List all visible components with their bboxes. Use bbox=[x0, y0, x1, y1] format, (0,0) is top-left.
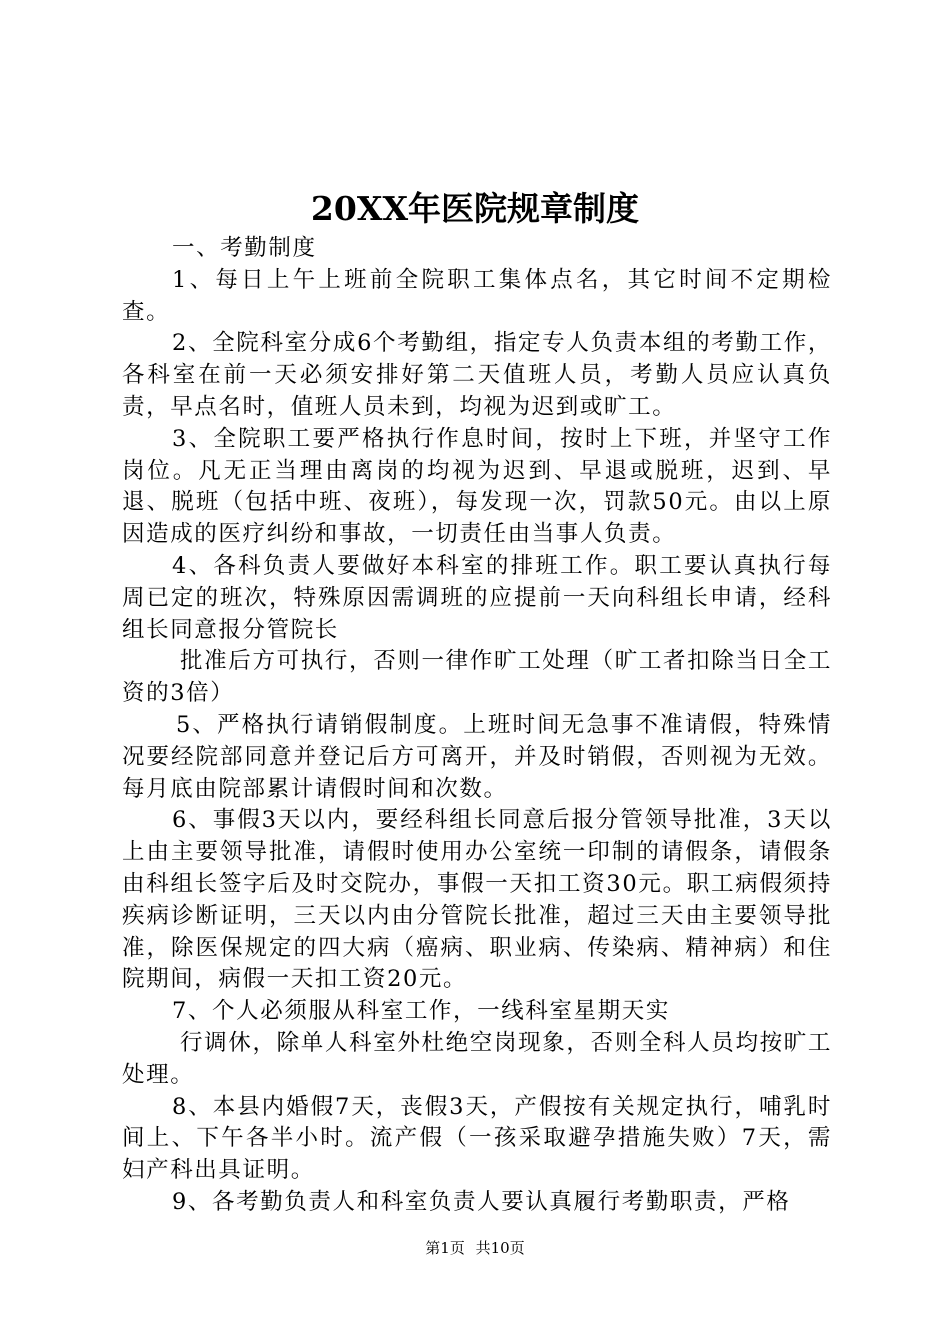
document-title: 20XX年医院规章制度 bbox=[310, 189, 640, 228]
paragraph-5: 5、严格执行请销假制度。上班时间无急事不准请假，特殊情况要经院部同意并登记后方可离开，并及时销假，否则视为无效。每月底由院部累计请假时间和次数。 bbox=[122, 711, 832, 802]
paragraph-1: 1、每日上午上班前全院职工集体点名，其它时间不定期检查。 bbox=[122, 266, 832, 325]
section-heading: 一、考勤制度 bbox=[172, 235, 317, 261]
paragraph-8: 8、本县内婚假7天，丧假3天，产假按有关规定执行，哺乳时间上、下午各半小时。流产假（一孩采取避孕措施失败）7天，需妇产科出具证明。 bbox=[122, 1093, 832, 1184]
paragraph-6: 6、事假3天以内，要经科组长同意后报分管领导批准，3天以上由主要领导批准，请假时使用办公室统一印制的请假条，请假条由科组长签字后及时交院办，事假一天扣工资30元。职工病假须持疾病诊断证明，三天以内由分管院长批准，超过三天由主要领导批准，除医保规定的四大病（癌病、职业病、传染病、精神病）和住院期间，病假一天扣工资20元。 bbox=[122, 807, 832, 993]
paragraph-4: 4、各科负责人要做好本科室的排班工作。职工要认真执行每周已定的班次，特殊原因需调班的应提前一天向科组长申请，经科组长同意报分管院长 bbox=[122, 552, 832, 643]
page-number: 第1页 bbox=[425, 1239, 465, 1257]
document-body bbox=[122, 233, 832, 1219]
paragraph-9: 9、各考勤负责人和科室负责人要认真履行考勤职责，严格 bbox=[172, 1188, 791, 1215]
page-footer bbox=[0, 1238, 950, 1258]
paragraph-7: 7、个人必须服从科室工作，一线科室星期天实 bbox=[172, 998, 670, 1025]
paragraph-3: 3、全院职工要严格执行作息时间，按时上下班，并坚守工作岗位。凡无正当理由离岗的均视为迟到、早退或脱班，迟到、早退、脱班（包括中班、夜班），每发现一次，罚款50元。由以上原因造成的医疗纠纷和事故，一切责任由当事人负责。 bbox=[122, 425, 832, 548]
paragraph-7-continued: 行调休，除单人科室外杜绝空岗现象，否则全科人员均按旷工处理。 bbox=[122, 1029, 832, 1088]
page-total: 共10页 bbox=[475, 1239, 525, 1257]
paragraph-2: 2、全院科室分成6个考勤组，指定专人负责本组的考勤工作，各科室在前一天必须安排好第二天值班人员，考勤人员应认真负责，早点名时，值班人员未到，均视为迟到或旷工。 bbox=[122, 330, 832, 420]
paragraph-4-continued: 批准后方可执行，否则一律作旷工处理（旷工者扣除当日全工资的3倍） bbox=[122, 648, 832, 707]
